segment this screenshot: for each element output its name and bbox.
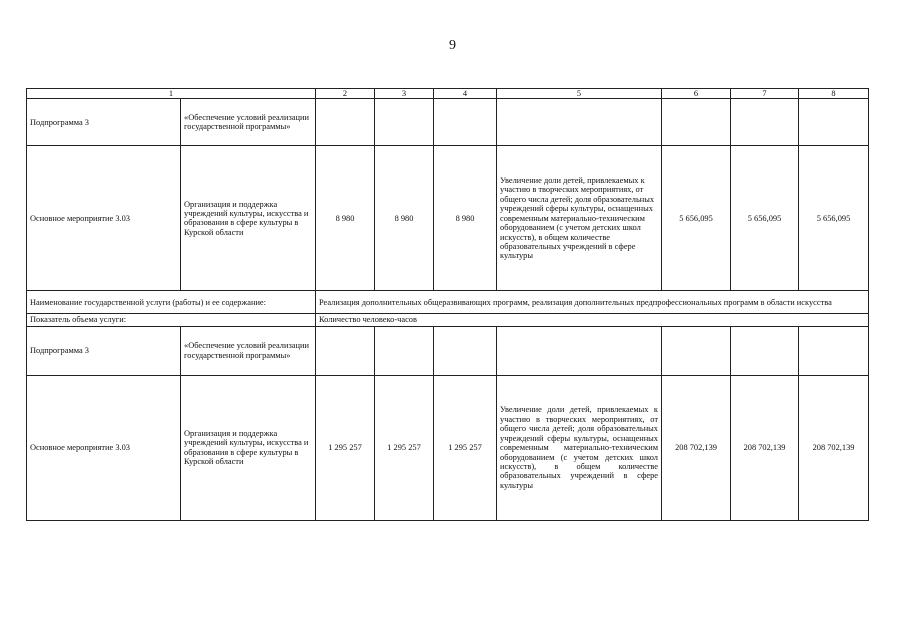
service-value: Реализация дополнительных общеразвивающих программ, реализация дополнительных предпрофессиональных программ в области искусства: [316, 291, 869, 314]
header-cell-6: 6: [662, 89, 731, 99]
header-cell-5: 5: [497, 89, 662, 99]
indicator-value: Количество человеко-часов: [316, 314, 869, 326]
empty-cell: [434, 326, 497, 375]
service-row: [27, 291, 869, 314]
subprogram-name: Подпрограмма 3: [27, 99, 181, 146]
subprogram-row: [27, 99, 869, 146]
event-description: Организация и поддержка учреждений культуры, искусства и образования в сфере культуры в Курской области: [181, 146, 316, 291]
program-table: [26, 88, 869, 521]
header-cell-8: 8: [799, 89, 869, 99]
header-cell-3: 3: [375, 89, 434, 99]
event-indicators: Увеличение доли детей, привлекаемых к участию в творческих мероприятиях, от общего числа детей; доля образовательных учреждений сферы культуры, оснащенных современным материально-техническим оборудованием (с учетом детских школ искусств), в общем количестве образовательных учреждений в сфере культуры: [497, 146, 662, 291]
event-indicators: Увеличение доли детей, привлекаемых к участию в творческих мероприятиях, от общего числа детей; доля образовательных учреждений сферы культуры, оснащенных современным материально-техническим оборудованием (с учетом детских школ искусств), в общем количестве образовательных учреждений в сфере культуры: [497, 375, 662, 520]
event-name: Основное мероприятие 3.03: [27, 146, 181, 291]
subprogram-title: «Обеспечение условий реализации государственной программы»: [181, 326, 316, 375]
indicator-label: Показатель объема услуги:: [27, 314, 316, 326]
subprogram-title: «Обеспечение условий реализации государственной программы»: [181, 99, 316, 146]
header-cell-4: 4: [434, 89, 497, 99]
empty-cell: [799, 326, 869, 375]
empty-cell: [375, 326, 434, 375]
empty-cell: [434, 99, 497, 146]
subprogram-row: [27, 326, 869, 375]
service-label: Наименование государственной услуги (работы) и ее содержание:: [27, 291, 316, 314]
indicator-row: [27, 314, 869, 326]
header-cell-7: 7: [731, 89, 799, 99]
page-number: 9: [449, 38, 456, 53]
empty-cell: [731, 326, 799, 375]
subprogram-name: Подпрограмма 3: [27, 326, 181, 375]
empty-cell: [497, 326, 662, 375]
empty-cell: [316, 326, 375, 375]
event-col7: 5 656,095: [731, 146, 799, 291]
event-col7: 208 702,139: [731, 375, 799, 520]
empty-cell: [316, 99, 375, 146]
event-col6: 5 656,095: [662, 146, 731, 291]
event-col6: 208 702,139: [662, 375, 731, 520]
empty-cell: [662, 99, 731, 146]
event-col2: 1 295 257: [316, 375, 375, 520]
header-cell-2: 2: [316, 89, 375, 99]
header-cell-1: 1: [27, 89, 316, 99]
event-col2: 8 980: [316, 146, 375, 291]
header-row: [27, 89, 869, 99]
event-col3: 1 295 257: [375, 375, 434, 520]
event-col4: 8 980: [434, 146, 497, 291]
event-name: Основное мероприятие 3.03: [27, 375, 181, 520]
empty-cell: [662, 326, 731, 375]
event-col4: 1 295 257: [434, 375, 497, 520]
event-col3: 8 980: [375, 146, 434, 291]
empty-cell: [497, 99, 662, 146]
event-row: [27, 146, 869, 291]
event-col8: 5 656,095: [799, 146, 869, 291]
event-row: [27, 375, 869, 520]
empty-cell: [375, 99, 434, 146]
event-description: Организация и поддержка учреждений культуры, искусства и образования в сфере культуры в Курской области: [181, 375, 316, 520]
empty-cell: [799, 99, 869, 146]
event-col8: 208 702,139: [799, 375, 869, 520]
empty-cell: [731, 99, 799, 146]
